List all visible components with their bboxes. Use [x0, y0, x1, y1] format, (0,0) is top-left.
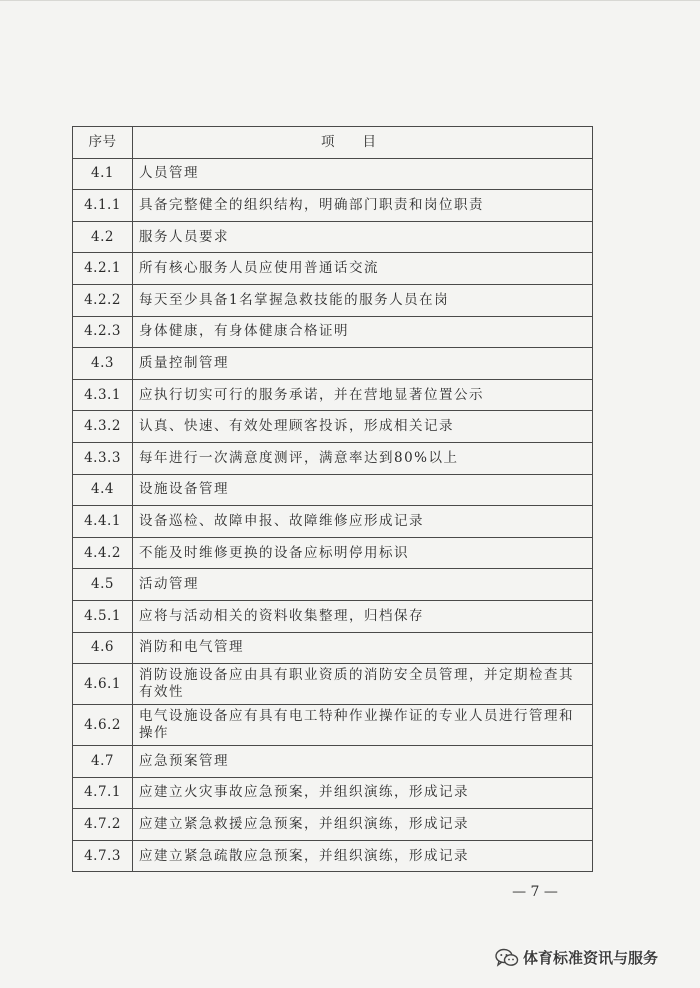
- row-number: 4.3.2: [73, 411, 133, 443]
- table-row: [73, 537, 593, 569]
- row-text: 设备巡检、故障申报、故障维修应形成记录: [133, 506, 593, 538]
- row-number: 4.2.1: [73, 253, 133, 285]
- table-row: [73, 379, 593, 411]
- row-number: 4.1: [73, 158, 133, 190]
- table-row: [73, 506, 593, 538]
- row-number: 4.7.2: [73, 809, 133, 841]
- row-text: 每天至少具备1名掌握急救技能的服务人员在岗: [133, 284, 593, 316]
- row-text: 应将与活动相关的资料收集整理，归档保存: [133, 600, 593, 632]
- table-row: [73, 632, 593, 664]
- row-number: 4.7.3: [73, 840, 133, 872]
- row-number: 4.3: [73, 348, 133, 380]
- row-text: 应建立紧急救援应急预案，并组织演练，形成记录: [133, 809, 593, 841]
- table-row: [73, 474, 593, 506]
- row-text: 认真、快速、有效处理顾客投诉，形成相关记录: [133, 411, 593, 443]
- table-row: [73, 284, 593, 316]
- table-row: [73, 705, 593, 746]
- row-text: 不能及时维修更换的设备应标明停用标识: [133, 537, 593, 569]
- row-number: 4.7: [73, 746, 133, 778]
- row-number: 4.6: [73, 632, 133, 664]
- watermark-text: 体育标准资讯与服务: [523, 949, 659, 967]
- row-number: 4.2.2: [73, 284, 133, 316]
- row-text: 身体健康，有身体健康合格证明: [133, 316, 593, 348]
- row-text: 消防设施设备应由具有职业资质的消防安全员管理，并定期检查其有效性: [133, 664, 593, 705]
- row-text: 活动管理: [133, 569, 593, 601]
- table-row: [73, 316, 593, 348]
- row-text: 应建立紧急疏散应急预案，并组织演练，形成记录: [133, 840, 593, 872]
- row-number: 4.6.1: [73, 664, 133, 705]
- row-text: 人员管理: [133, 158, 593, 190]
- table-row: [73, 569, 593, 601]
- table-row: [73, 253, 593, 285]
- table-header-row: [73, 127, 593, 159]
- row-text: 质量控制管理: [133, 348, 593, 380]
- row-number: 4.4.1: [73, 506, 133, 538]
- page-number: — 7 —: [512, 884, 558, 900]
- row-number: 4.4.2: [73, 537, 133, 569]
- row-text: 具备完整健全的组织结构，明确部门职责和岗位职责: [133, 190, 593, 222]
- row-number: 4.2.3: [73, 316, 133, 348]
- row-number: 4.4: [73, 474, 133, 506]
- row-text: 应建立火灾事故应急预案，并组织演练，形成记录: [133, 777, 593, 809]
- row-text: 所有核心服务人员应使用普通话交流: [133, 253, 593, 285]
- row-number: 4.3.1: [73, 379, 133, 411]
- row-number: 4.7.1: [73, 777, 133, 809]
- table-row: [73, 411, 593, 443]
- table-row: [73, 221, 593, 253]
- page-edge: [0, 0, 700, 1]
- table-row: [73, 840, 593, 872]
- header-item: 项目: [133, 127, 593, 159]
- row-text: 设施设备管理: [133, 474, 593, 506]
- row-number: 4.5: [73, 569, 133, 601]
- header-serial-number: 序号: [73, 127, 133, 159]
- row-text: 消防和电气管理: [133, 632, 593, 664]
- table-row: [73, 348, 593, 380]
- table-row: [73, 777, 593, 809]
- row-text: 服务人员要求: [133, 221, 593, 253]
- standards-table: [72, 126, 593, 872]
- table-row: [73, 600, 593, 632]
- row-text: 应执行切实可行的服务承诺，并在营地显著位置公示: [133, 379, 593, 411]
- table-row: [73, 442, 593, 474]
- row-number: 4.2: [73, 221, 133, 253]
- row-text: 应急预案管理: [133, 746, 593, 778]
- table-row: [73, 809, 593, 841]
- table-row: [73, 746, 593, 778]
- watermark: [495, 947, 658, 968]
- row-text: 每年进行一次满意度测评，满意率达到80%以上: [133, 442, 593, 474]
- row-number: 4.5.1: [73, 600, 133, 632]
- row-number: 4.1.1: [73, 190, 133, 222]
- row-text: 电气设施设备应有具有电工特种作业操作证的专业人员进行管理和操作: [133, 705, 593, 746]
- wechat-icon: [495, 948, 519, 968]
- table-row: [73, 664, 593, 705]
- table-row: [73, 190, 593, 222]
- row-number: 4.6.2: [73, 705, 133, 746]
- table-row: [73, 158, 593, 190]
- row-number: 4.3.3: [73, 442, 133, 474]
